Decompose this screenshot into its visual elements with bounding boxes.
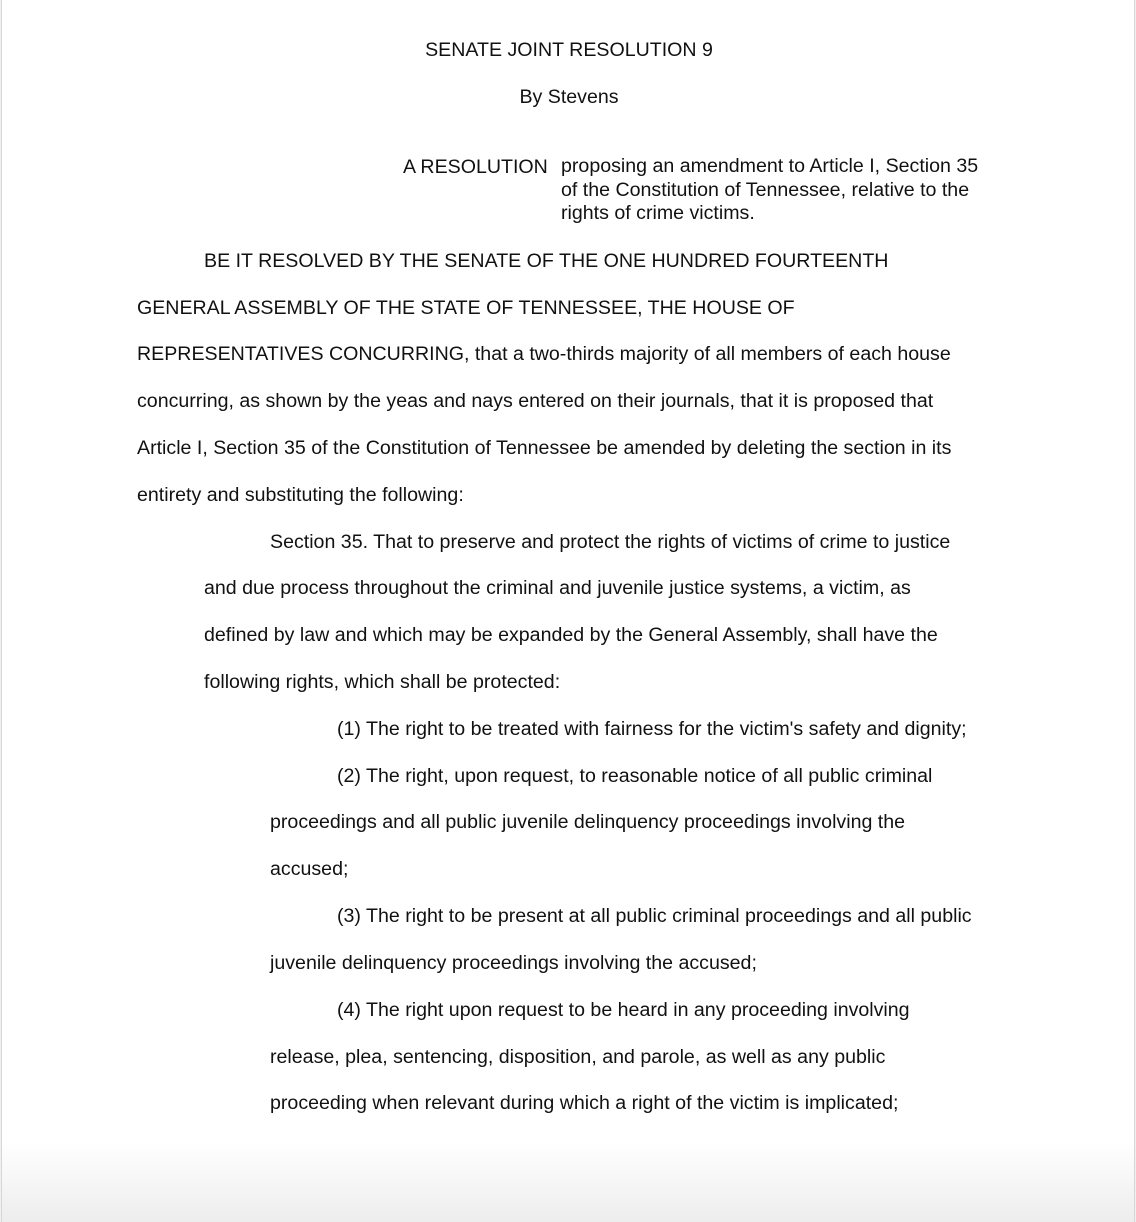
caption-lead: A RESOLUTION [403,156,548,178]
list-item: proceedings and all public juvenile delinquency proceedings involving the [270,811,906,833]
caption-line: proposing an amendment to Article I, Section 35 [561,155,979,177]
body-line: REPRESENTATIVES CONCURRING, that a two-thirds majority of all members of each house [137,343,951,365]
document-title: SENATE JOINT RESOLUTION 9 [425,39,713,61]
list-item: (4) The right upon request to be heard in any proceeding involving [337,999,910,1021]
body-line: entirety and substituting the following: [137,484,464,506]
document-sponsor: By Stevens [519,86,619,108]
list-item: (3) The right to be present at all public criminal proceedings and all public [337,905,972,927]
list-item: release, plea, sentencing, disposition, and parole, as well as any public [270,1046,886,1068]
document-page [1,0,1135,1222]
list-item: proceeding when relevant during which a right of the victim is implicated; [270,1092,899,1114]
section-line: Section 35. That to preserve and protect the rights of victims of crime to justice [270,531,951,553]
body-line: GENERAL ASSEMBLY OF THE STATE OF TENNESSEE, THE HOUSE OF [137,297,795,319]
resolution-caption [561,155,1011,226]
page-bottom-shade [2,1142,1134,1222]
list-item: accused; [270,858,349,880]
body-line: concurring, as shown by the yeas and nays entered on their journals, that it is proposed that [137,390,934,412]
list-item: (2) The right, upon request, to reasonable notice of all public criminal [337,765,933,787]
section-line: and due process throughout the criminal and juvenile justice systems, a victim, as [204,577,911,599]
list-item: juvenile delinquency proceedings involving the accused; [270,952,757,974]
body-line: BE IT RESOLVED BY THE SENATE OF THE ONE HUNDRED FOURTEENTH [204,250,889,272]
section-line: defined by law and which may be expanded by the General Assembly, shall have the [204,624,938,646]
body-line: Article I, Section 35 of the Constitution of Tennessee be amended by deleting the section in its [137,437,952,459]
section-line: following rights, which shall be protected: [204,671,561,693]
list-item: (1) The right to be treated with fairness for the victim's safety and dignity; [337,718,967,740]
caption-line: of the Constitution of Tennessee, relative to the [561,178,970,201]
caption-line: rights of crime victims. [561,202,755,224]
